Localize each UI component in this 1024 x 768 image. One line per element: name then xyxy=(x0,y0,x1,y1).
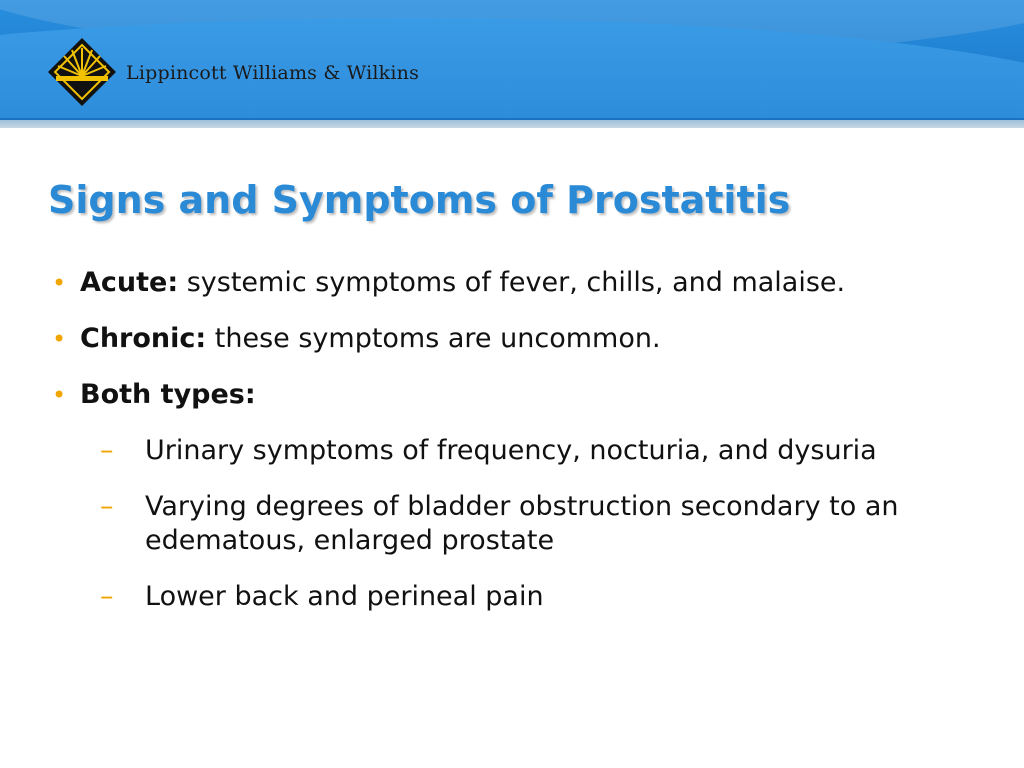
bullet-item xyxy=(48,322,988,356)
bullet-text: these symptoms are uncommon. xyxy=(206,323,661,354)
dash-icon: – xyxy=(100,491,114,522)
sub-bullet-text: Urinary symptoms of frequency, nocturia, and dysuria xyxy=(145,435,877,466)
bullet-icon: • xyxy=(52,381,67,409)
header-divider xyxy=(0,120,1024,128)
sub-bullet-item xyxy=(100,490,980,558)
bullet-label: Both types: xyxy=(80,379,256,410)
dash-icon: – xyxy=(100,581,114,612)
publisher-logo-icon xyxy=(46,36,118,108)
sub-bullet-text: Varying degrees of bladder obstruction secondary to an edematous, enlarged prostate xyxy=(145,491,899,556)
dash-icon: – xyxy=(100,435,114,466)
sub-bullet-item xyxy=(100,580,980,614)
bullet-label: Acute: xyxy=(80,267,179,298)
sub-bullet-text: Lower back and perineal pain xyxy=(145,581,544,612)
bullet-item xyxy=(48,266,988,300)
header-banner xyxy=(0,0,1024,128)
bullet-text: systemic symptoms of fever, chills, and malaise. xyxy=(178,267,846,298)
slide-title: Signs and Symptoms of Prostatitis xyxy=(48,178,791,222)
sub-bullet-item xyxy=(100,434,980,468)
bullet-icon: • xyxy=(52,325,67,353)
bullet-item xyxy=(48,378,988,412)
bullet-list xyxy=(48,266,988,434)
bullet-icon: • xyxy=(52,269,67,297)
publisher-name: Lippincott Williams & Wilkins xyxy=(126,62,420,84)
sub-bullet-list xyxy=(100,434,980,636)
bullet-label: Chronic: xyxy=(80,323,207,354)
